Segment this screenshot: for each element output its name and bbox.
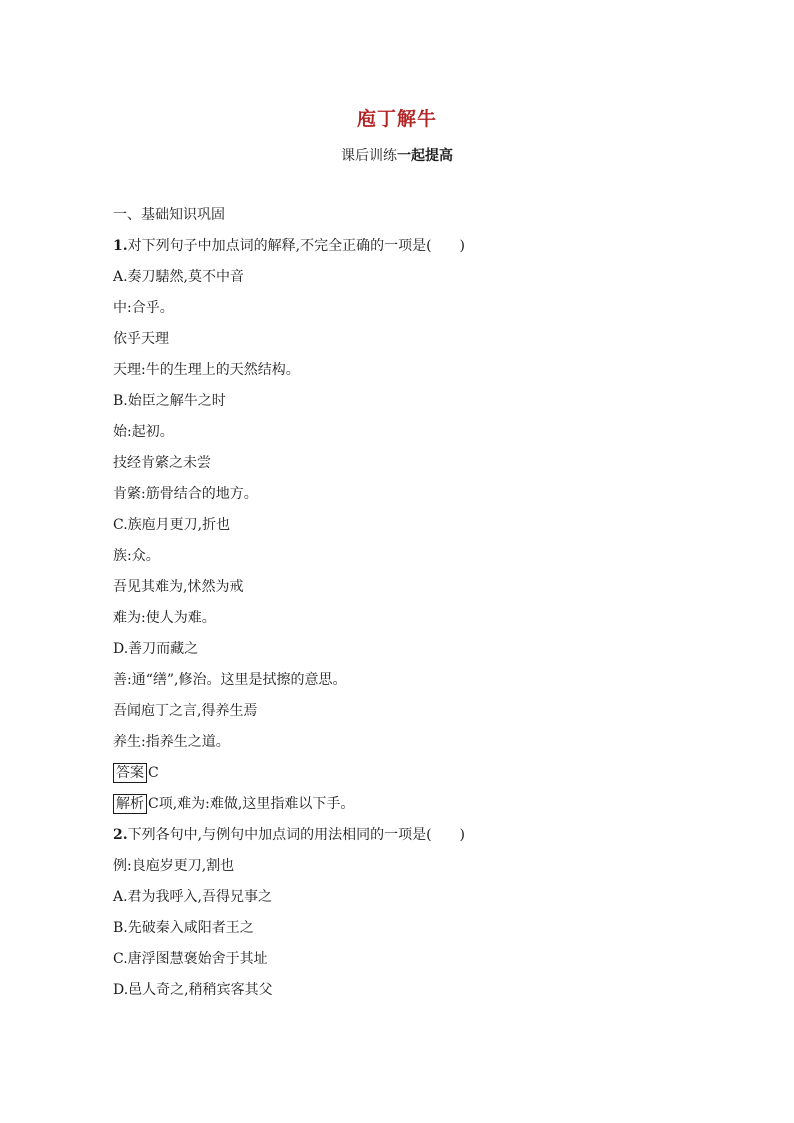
q1-line: A.奏刀騞然,莫不中音 bbox=[113, 269, 245, 285]
q1-line: 族:众。 bbox=[113, 548, 160, 564]
q2-line: C.唐浮图慧褒始舍于其址 bbox=[113, 951, 268, 967]
q1-line: 难为:使人为难。 bbox=[113, 610, 216, 626]
subtitle-prefix: 课后训练 bbox=[341, 148, 397, 164]
q1-line: D.善刀而藏之 bbox=[113, 641, 199, 657]
content-body bbox=[113, 204, 713, 1010]
q1-line: 始:起初。 bbox=[113, 424, 174, 440]
q1-line: 养生:指养生之道。 bbox=[113, 734, 230, 750]
q1-line: 吾闻庖丁之言,得养生焉 bbox=[113, 703, 258, 719]
q1-line: 技经肯綮之未尝 bbox=[113, 455, 211, 471]
section-heading: 一、基础知识巩固 bbox=[113, 207, 225, 223]
answer-value: C bbox=[148, 765, 159, 781]
analysis-label: 解析 bbox=[113, 794, 147, 814]
q2-line: B.先破秦入咸阳者王之 bbox=[113, 920, 254, 936]
question-1-text: 对下列句子中加点词的解释,不完全正确的一项是( ) bbox=[127, 238, 465, 254]
q1-line: B.始臣之解牛之时 bbox=[113, 393, 226, 409]
q2-line: 例:良庖岁更刀,割也 bbox=[113, 858, 235, 874]
question-1-number: 1. bbox=[113, 238, 128, 254]
q1-answer bbox=[113, 762, 713, 793]
q1-line: 天理:牛的生理上的天然结构。 bbox=[113, 362, 300, 378]
q2-line: A.君为我呼入,吾得兄事之 bbox=[113, 889, 273, 905]
q1-analysis bbox=[113, 793, 713, 824]
q1-line: 肯綮:筋骨结合的地方。 bbox=[113, 486, 258, 502]
q1-line: C.族庖月更刀,折也 bbox=[113, 517, 231, 533]
q1-line: 中:合乎。 bbox=[113, 300, 174, 316]
question-1-stem bbox=[113, 235, 713, 266]
question-2-stem bbox=[113, 824, 713, 855]
question-2-text: 下列各句中,与例句中加点词的用法相同的一项是( ) bbox=[127, 827, 465, 843]
page-title: 庖丁解牛 bbox=[356, 108, 437, 130]
q1-line: 善:通“缮”,修治。这里是拭擦的意思。 bbox=[113, 672, 347, 688]
q2-line: D.邑人奇之,稍稍宾客其父 bbox=[113, 982, 273, 998]
page-subtitle bbox=[0, 145, 794, 165]
question-2-number: 2. bbox=[113, 827, 128, 843]
q1-line: 依乎天理 bbox=[113, 331, 169, 347]
q1-line: 吾见其难为,怵然为戒 bbox=[113, 579, 244, 595]
analysis-text: C项,难为:难做,这里指难以下手。 bbox=[148, 796, 355, 812]
subtitle-bold: 一起提高 bbox=[397, 148, 453, 164]
answer-label: 答案 bbox=[113, 763, 147, 783]
